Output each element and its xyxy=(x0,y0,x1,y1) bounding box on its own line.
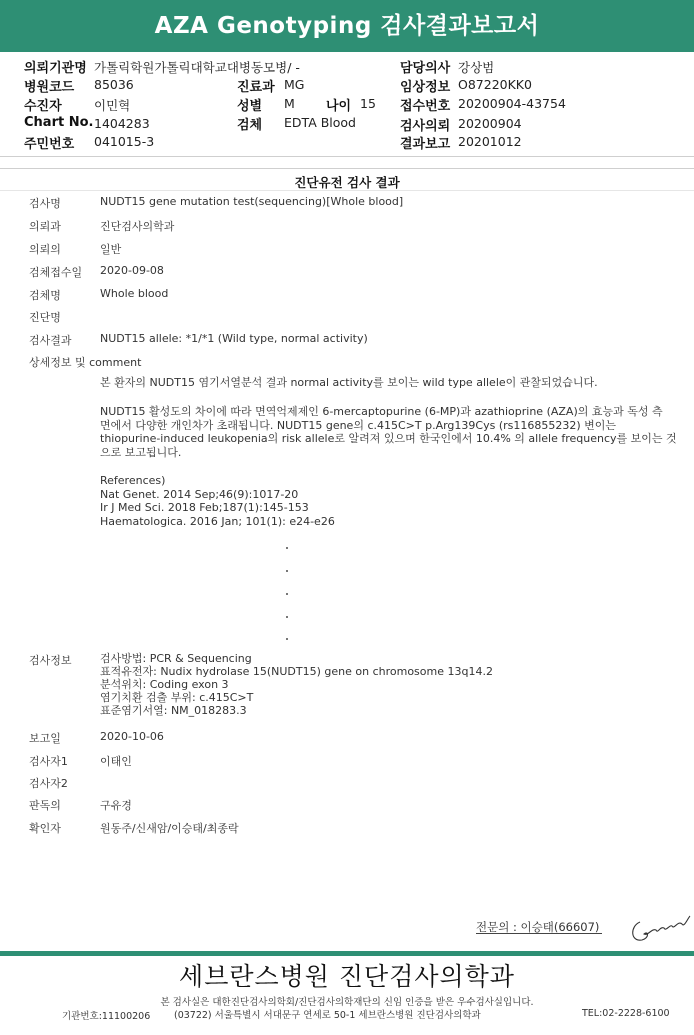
test-info-line: 표적유전자: Nudix hydrolase 15(NUDT15) gene on chromosome 13q14.2 xyxy=(100,665,493,678)
chart-label: Chart No. xyxy=(24,115,94,130)
reader-label: 판독의 xyxy=(29,799,61,812)
id-value: 041015-3 xyxy=(94,134,155,149)
tester1-label: 검사자1 xyxy=(29,755,68,768)
result-value: NUDT15 allele: *1/*1 (Wild type, normal activity) xyxy=(100,332,368,345)
spacer-dot xyxy=(286,547,288,549)
institution-label: 의뢰기관명 xyxy=(24,61,87,76)
diagnosis-label: 진단명 xyxy=(29,311,61,324)
section-divider xyxy=(0,190,694,191)
report-date-value: 20201012 xyxy=(458,134,522,149)
spacer-dot xyxy=(286,593,288,595)
confirmer-value: 원동주/신새암/이승태/최종락 xyxy=(100,822,239,835)
spacer-dot xyxy=(286,638,288,640)
references-block xyxy=(100,474,660,528)
test-name-value: NUDT15 gene mutation test(sequencing)[Whole blood] xyxy=(100,195,404,208)
request-date-label: 검사의뢰 xyxy=(400,119,451,134)
detail-line: 으로 보고됩니다. xyxy=(100,445,182,459)
received-value: 2020-09-08 xyxy=(100,264,164,277)
report-day-value: 2020-10-06 xyxy=(100,730,164,743)
header-divider xyxy=(0,156,694,157)
institution-number: 기관번호:11100206 xyxy=(62,1011,151,1022)
detail-paragraph xyxy=(100,405,677,459)
reference-line: Ir J Med Sci. 2018 Feb;187(1):145-153 xyxy=(100,501,309,514)
report-day-label: 보고일 xyxy=(29,732,61,745)
signature-underline xyxy=(476,933,602,934)
received-label: 검체접수일 xyxy=(29,266,83,279)
address: (03722) 서울특별시 서대문구 연세로 50-1 세브란스병원 진단검사의학과 xyxy=(174,1010,481,1021)
hospital-code-value: 85036 xyxy=(94,77,134,92)
reference-line: References) xyxy=(100,474,166,487)
tester2-label: 검사자2 xyxy=(29,777,68,790)
reference-line: Haematologica. 2016 Jan; 101(1): e24-e26 xyxy=(100,514,335,528)
test-info-line: 표준염기서열: NM_018283.3 xyxy=(100,704,247,717)
sex-label: 성별 xyxy=(237,99,263,114)
request-date-value: 20200904 xyxy=(458,116,522,131)
reception-no-value: 20200904-43754 xyxy=(458,96,566,111)
test-info-label: 검사정보 xyxy=(29,654,72,667)
report-title: AZA Genotyping 검사결과보고서 xyxy=(154,13,540,39)
result-label: 검사결과 xyxy=(29,334,72,347)
specimen-name-label: 검체명 xyxy=(29,289,61,302)
certification-note: 본 검사실은 대한진단검사의학회/진단검사의학재단의 신임 인증을 받은 우수검사실입니다. xyxy=(160,997,534,1008)
age-label: 나이 xyxy=(326,99,352,114)
dept-label: 진료과 xyxy=(237,80,275,95)
test-name-label: 검사명 xyxy=(29,197,61,210)
detail-line: 면에서 다양한 개인차가 초래됩니다. NUDT15 gene의 c.415C>T p.Arg139Cys (rs116855232) 변이는 xyxy=(100,418,617,432)
comment-line: 본 환자의 NUDT15 염기서열분석 결과 normal activity를 보이는 wild type allele이 관찰되었습니다. xyxy=(100,376,598,389)
hospital-code-label: 병원코드 xyxy=(24,80,75,95)
requester-label: 의뢰의 xyxy=(29,243,61,256)
test-info-block xyxy=(100,652,660,717)
requester-value: 일반 xyxy=(100,243,122,256)
detail-line: thiopurine-induced leukopenia의 risk allele로 알려져 있으며 한국인에서 10.4% 의 allele frequency를 보이는 것 xyxy=(100,432,677,445)
reference-line: Nat Genet. 2014 Sep;46(9):1017-20 xyxy=(100,487,299,501)
reader-value: 구유경 xyxy=(100,799,132,812)
clinical-info-value: O87220KK0 xyxy=(458,77,532,92)
institution-value: 가톨릭학원가톨릭대학교대병동모병/ - xyxy=(94,60,300,75)
footer-accent-bar xyxy=(0,951,694,956)
id-label: 주민번호 xyxy=(24,137,75,152)
doctor-value: 강상범 xyxy=(458,60,495,75)
header-divider-lower xyxy=(0,168,694,169)
comment-paragraph xyxy=(100,376,660,390)
request-dept-value: 진단검사의학과 xyxy=(100,220,175,233)
specimen-label: 검체 xyxy=(237,118,263,133)
doctor-label: 담당의사 xyxy=(400,61,451,76)
spacer-dot xyxy=(286,570,288,572)
specialist-signature-label: 전문의 : 이승태(66607) xyxy=(476,920,600,934)
patient-value: 이민혁 xyxy=(94,98,131,113)
report-title-bar xyxy=(0,0,694,52)
hospital-name: 세브란스병원 진단검사의학과 xyxy=(179,962,515,991)
test-info-line: 염기치환 검출 부위: c.415C>T xyxy=(100,691,254,704)
clinical-info-label: 임상정보 xyxy=(400,80,451,95)
dept-value: MG xyxy=(284,77,305,92)
detail-line: NUDT15 활성도의 차이에 따라 면역억제제인 6-mercaptopurine (6-MP)과 azathioprine (AZA)의 효능과 독성 측 xyxy=(100,405,663,418)
request-dept-label: 의뢰과 xyxy=(29,220,61,233)
section-title: 진단유전 검사 결과 xyxy=(294,175,400,190)
test-info-line: 검사방법: PCR & Sequencing xyxy=(100,652,252,665)
specimen-value: EDTA Blood xyxy=(284,115,356,130)
handwritten-signature xyxy=(628,912,692,946)
sex-value: M xyxy=(284,96,295,111)
patient-label: 수진자 xyxy=(24,99,62,114)
reception-no-label: 접수번호 xyxy=(400,99,451,114)
confirmer-label: 확인자 xyxy=(29,822,61,835)
telephone: TEL:02-2228-6100 xyxy=(582,1008,670,1019)
chart-value: 1404283 xyxy=(94,116,150,131)
spacer-dot xyxy=(286,616,288,618)
comment-label: 상세정보 및 comment xyxy=(29,356,142,369)
report-date-label: 결과보고 xyxy=(400,137,451,152)
tester1-value: 이태인 xyxy=(100,755,132,768)
specimen-name-value: Whole blood xyxy=(100,287,169,300)
age-value: 15 xyxy=(360,96,376,111)
test-info-line: 분석위치: Coding exon 3 xyxy=(100,678,229,691)
